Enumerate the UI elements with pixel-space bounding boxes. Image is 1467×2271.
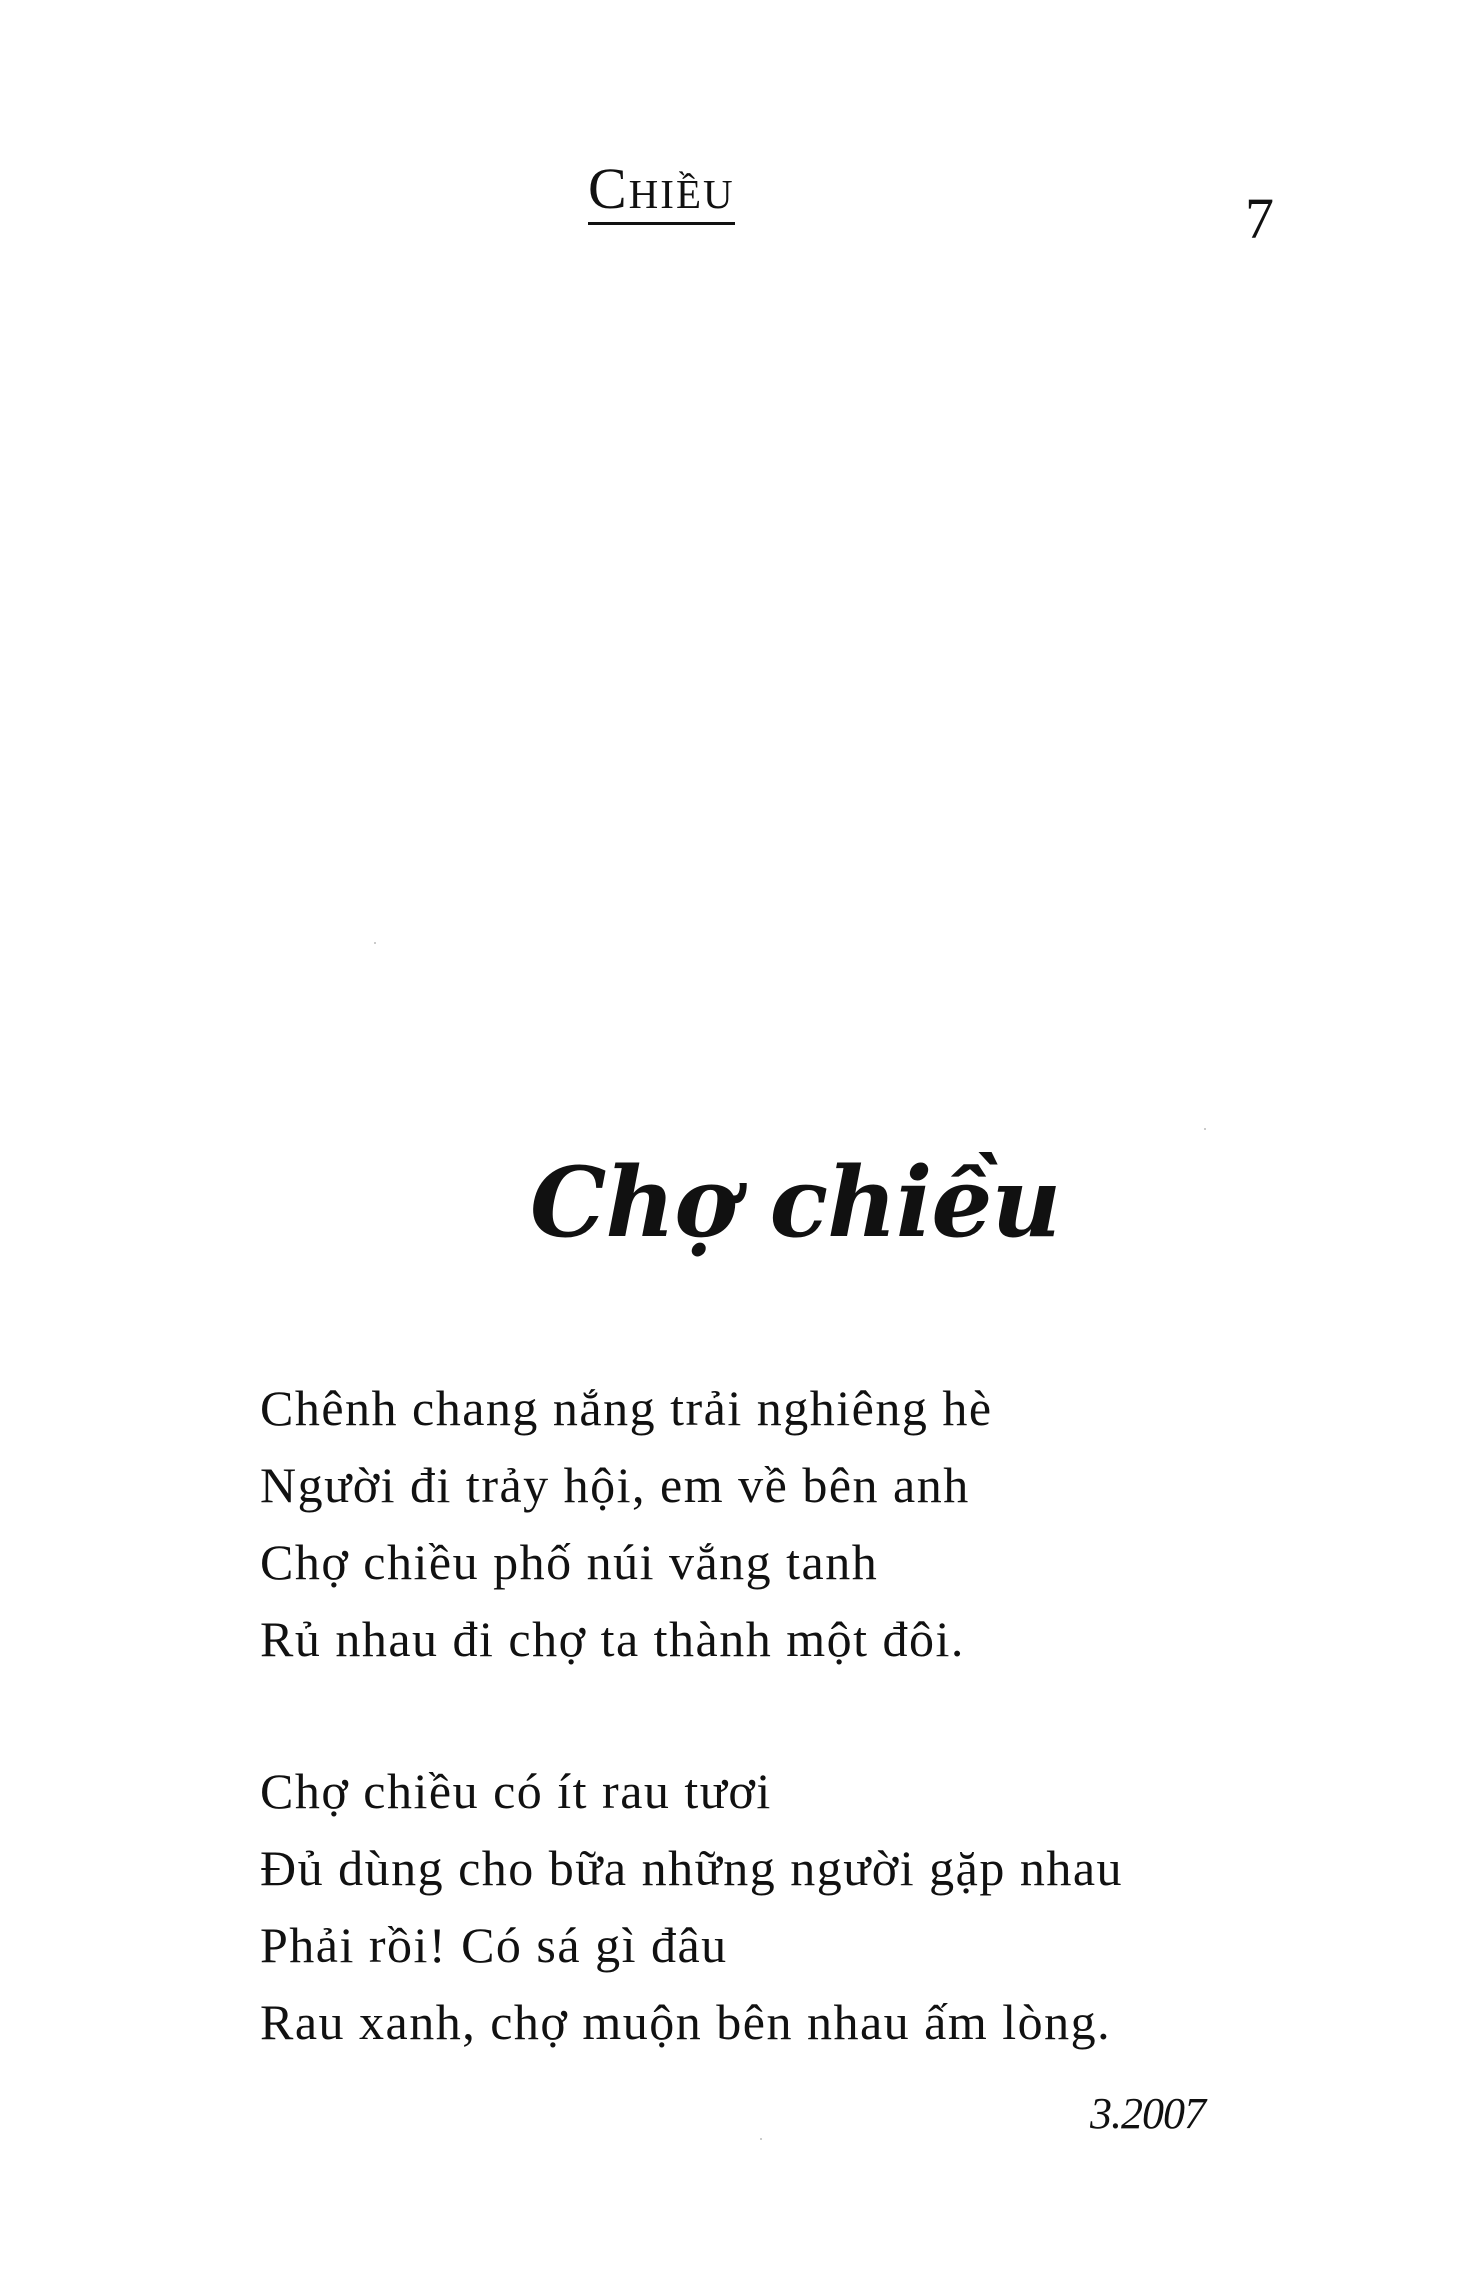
poem-line: Đủ dùng cho bữa những người gặp nhau	[260, 1840, 1124, 1896]
poem-date: 3.2007	[1090, 2089, 1205, 2138]
poem-line: Rau xanh, chợ muộn bên nhau ấm lòng.	[260, 1994, 1112, 2050]
scan-speck	[1204, 1128, 1206, 1130]
poem-line: Rủ nhau đi chợ ta thành một đôi.	[260, 1611, 965, 1667]
poem-line: Chênh chang nắng trải nghiêng hè	[260, 1380, 993, 1436]
poem-line: Phải rồi! Có sá gì đâu	[260, 1917, 728, 1973]
stanza-1	[260, 1370, 993, 1678]
poem-title: Chợ chiều	[530, 1146, 1061, 1259]
scan-speck	[760, 2138, 762, 2140]
scan-speck	[374, 942, 376, 944]
poem-line: Chợ chiều có ít rau tươi	[260, 1763, 772, 1819]
stanza-2	[260, 1753, 1123, 2061]
running-head-title: Chiều	[588, 160, 735, 225]
poem-line: Người đi trảy hội, em về bên anh	[260, 1457, 970, 1513]
page-number: 7	[1245, 186, 1274, 251]
poem-line: Chợ chiều phố núi vắng tanh	[260, 1534, 879, 1590]
